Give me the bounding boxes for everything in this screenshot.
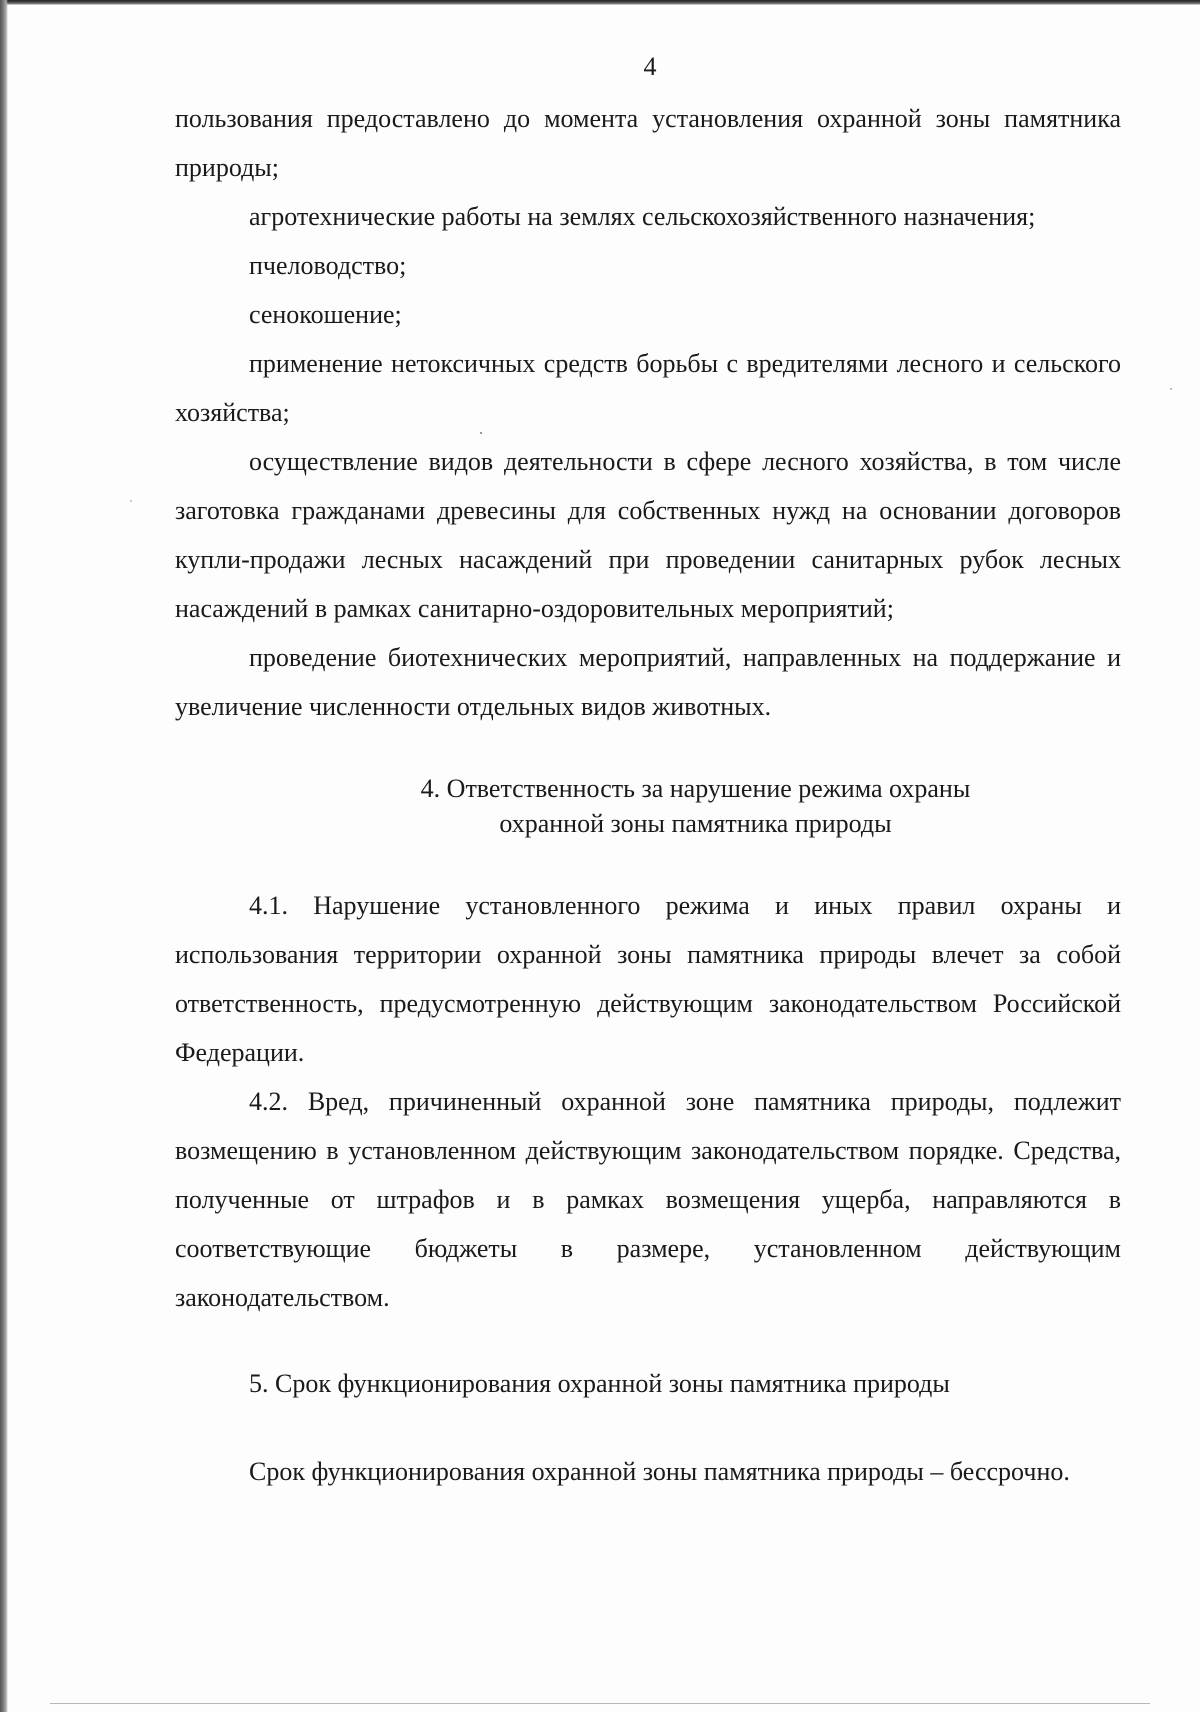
section-4-heading-line1: 4. Ответственность за нарушение режима охраны	[420, 774, 971, 803]
document-body	[175, 94, 1121, 1496]
paragraph-4-1: 4.1. Нарушение установленного режима и иных правил охраны и использования территории охранной зоны памятника природы влечет за собой ответственность, предусмотренную действующим законодательством Российской Федерации.	[175, 891, 1121, 1067]
paragraph-5: Срок функционирования охранной зоны памятника природы – бессрочно.	[249, 1457, 1070, 1486]
list-item-agrotechnical: агротехнические работы на землях сельскохозяйственного назначения;	[249, 202, 1036, 231]
scan-speck	[1170, 388, 1172, 390]
list-item-haymaking: сенокошение;	[249, 300, 402, 329]
page-number: 4	[643, 52, 657, 81]
section-4-heading-line2: охранной зоны памятника природы	[499, 809, 892, 838]
scan-edge-bottom	[50, 1703, 1150, 1704]
list-item-beekeeping: пчеловодство;	[249, 251, 407, 280]
list-item-biotechnical: проведение биотехнических мероприятий, направленных на поддержание и увеличение численности отдельных видов животных.	[175, 643, 1121, 721]
paragraph-4-2: 4.2. Вред, причиненный охранной зоне памятника природы, подлежит возмещению в установленном действующим законодательством порядке. Средства, полученные от штрафов и в рамках возмещения ущерба, направляются в соответствующие бюджеты в размере, установленном действующим законодательством.	[175, 1087, 1121, 1312]
scan-edge-left	[0, 0, 8, 1712]
list-item-pest-control: применение нетоксичных средств борьбы с вредителями лесного и сельского хозяйства;	[175, 349, 1121, 427]
paragraph-continuation: пользования предоставлено до момента установления охранной зоны памятника природы;	[175, 104, 1121, 182]
section-5-heading: 5. Срок функционирования охранной зоны памятника природы	[249, 1369, 950, 1398]
scan-speck	[130, 500, 132, 502]
list-item-forestry: осуществление видов деятельности в сфере лесного хозяйства, в том числе заготовка гражданами древесины для собственных нужд на основании договоров купли-продажи лесных насаждений при проведении санитарных рубок лесных насаждений в рамках санитарно-оздоровительных мероприятий;	[175, 447, 1121, 623]
scan-edge-top	[0, 0, 1200, 5]
section-4-heading	[175, 771, 1121, 841]
